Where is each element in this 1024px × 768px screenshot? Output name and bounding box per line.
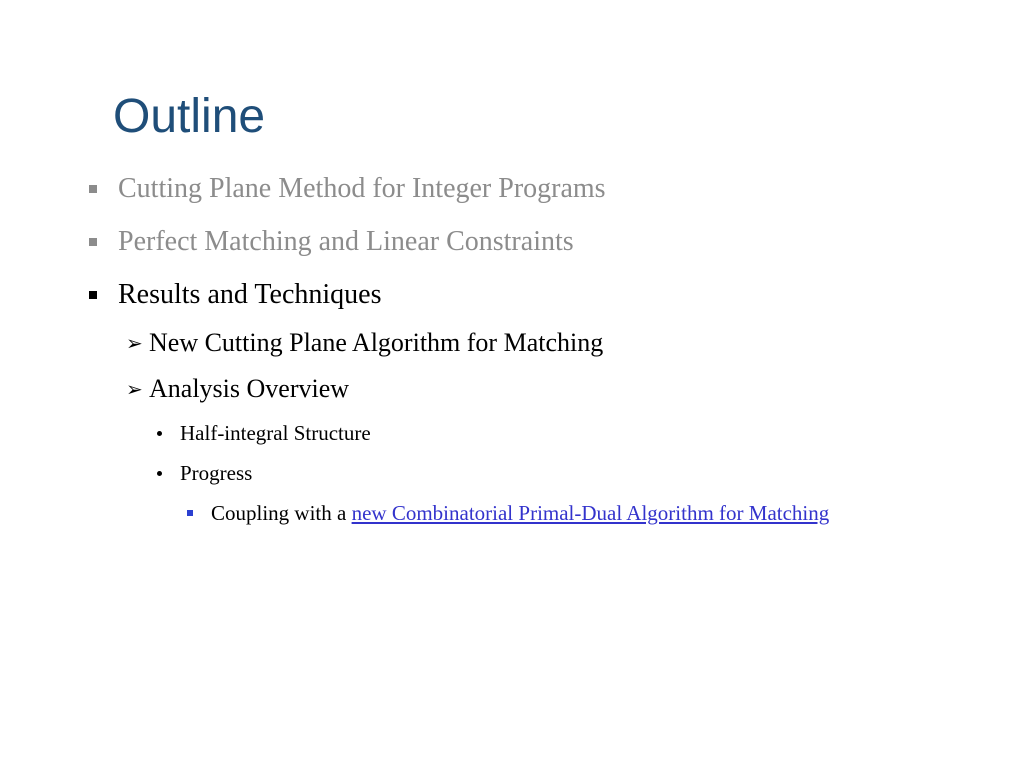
outline-item-analysis-overview: Analysis Overview [149, 374, 350, 403]
outline-item-coupling [211, 500, 829, 526]
arrowhead-bullet-icon: ➢ [126, 331, 143, 355]
square-bullet-icon [187, 510, 193, 516]
outline-item-cutting-plane-method: Cutting Plane Method for Integer Programs [118, 173, 606, 204]
outline-item-new-cutting-plane-algorithm: New Cutting Plane Algorithm for Matching [149, 328, 604, 357]
square-bullet-icon [89, 238, 97, 246]
square-bullet-icon [89, 185, 97, 193]
dot-bullet-icon [157, 471, 162, 476]
outline-item-progress: Progress [180, 461, 253, 485]
square-bullet-icon [89, 291, 97, 299]
coupling-text: Coupling with a [211, 501, 352, 525]
outline-item-perfect-matching: Perfect Matching and Linear Constraints [118, 226, 574, 257]
primal-dual-algorithm-link[interactable]: new Combinatorial Primal-Dual Algorithm for Matching [351, 501, 830, 525]
outline-item-half-integral-structure: Half-integral Structure [180, 421, 371, 445]
outline-item-results-and-techniques: Results and Techniques [118, 279, 382, 310]
dot-bullet-icon [157, 431, 162, 436]
slide-title: Outline [113, 90, 266, 143]
arrowhead-bullet-icon: ➢ [126, 377, 143, 401]
